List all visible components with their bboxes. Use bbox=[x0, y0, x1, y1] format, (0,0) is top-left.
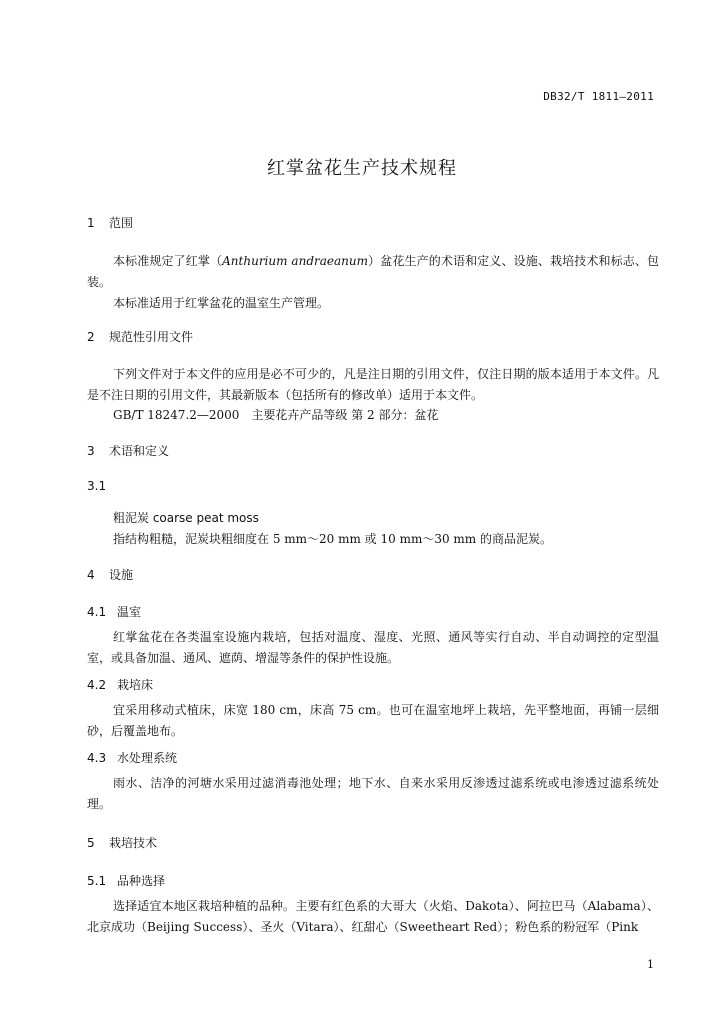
subsection-title: 水处理系统 bbox=[117, 751, 178, 765]
subsection-title: 栽培床 bbox=[117, 678, 154, 692]
subsection-3-1-number: 3.1 bbox=[87, 479, 107, 493]
subsection-number: 4.3 bbox=[87, 751, 107, 765]
subsection-number: 4.1 bbox=[87, 605, 107, 619]
section-number: 5 bbox=[87, 836, 95, 850]
page-number: 1 bbox=[647, 958, 654, 971]
subsection-4-3-heading bbox=[87, 749, 177, 766]
section-title: 设施 bbox=[109, 568, 134, 582]
section-1-paragraph-1 bbox=[87, 251, 659, 293]
term-definition: 指结构粗糙，泥炭块粗细度在 5 mm～20 mm 或 10 mm～30 mm 的商品泥炭。 bbox=[113, 532, 552, 546]
section-3-heading bbox=[87, 442, 169, 459]
normative-reference: GB/T 18247.2—2000 主要花卉产品等级 第 2 部分：盆花 bbox=[113, 408, 439, 422]
page-title: 红掌盆花生产技术规程 bbox=[267, 158, 457, 179]
section-number: 2 bbox=[87, 330, 95, 344]
section-2-heading bbox=[87, 328, 193, 345]
subsection-title: 温室 bbox=[117, 605, 142, 619]
section-number: 4 bbox=[87, 568, 95, 582]
subsection-4-2-paragraph: 宜采用移动式植床，床宽 180 cm，床高 75 cm。也可在温室地坪上栽培，先平整地面，再铺一层细砂，后覆盖地布。 bbox=[87, 703, 659, 738]
text-segment: ）盆花生产的术语和定义、设施、栽培技术和标志、包装。 bbox=[87, 254, 659, 289]
section-title: 范围 bbox=[109, 216, 134, 230]
section-number: 1 bbox=[87, 216, 95, 230]
section-1-paragraph-2: 本标准适用于红掌盆花的温室生产管理。 bbox=[113, 296, 330, 310]
subsection-number: 4.2 bbox=[87, 678, 107, 692]
section-2-paragraph-1: 下列文件对于本文件的应用是必不可少的，凡是注日期的引用文件，仅注日期的版本适用于本文件。凡是不注日期的引用文件，其最新版本（包括所有的修改单）适用于本文件。 bbox=[87, 367, 659, 402]
subsection-4-1-paragraph: 红掌盆花在各类温室设施内栽培，包括对温度、湿度、光照、通风等实行自动、半自动调控的定型温室，或具备加温、通风、遮荫、增湿等条件的保护性设施。 bbox=[87, 630, 659, 665]
section-title: 栽培技术 bbox=[109, 836, 158, 850]
subsection-5-1-heading bbox=[87, 872, 165, 889]
section-title: 规范性引用文件 bbox=[109, 330, 194, 344]
subsection-5-1-paragraph: 选择适宜本地区栽培种植的品种。主要有红色系的大哥大（火焰、Dakota）、阿拉巴马（Alabama）、北京成功（Beijing Success）、圣火（Vitara）、红甜心（Sweetheart Red）；粉色系的粉冠军（Pink bbox=[87, 899, 659, 934]
section-5-heading bbox=[87, 834, 157, 851]
section-title: 术语和定义 bbox=[109, 444, 170, 458]
latin-name: Anthurium andraeanum bbox=[222, 254, 368, 268]
subsection-number: 5.1 bbox=[87, 874, 107, 888]
section-4-heading bbox=[87, 566, 133, 583]
section-number: 3 bbox=[87, 444, 95, 458]
text-segment: 本标准规定了红掌（ bbox=[113, 254, 223, 268]
standard-code: DB32/T 1811—2011 bbox=[543, 90, 654, 103]
subsection-4-2-heading bbox=[87, 676, 153, 693]
subsection-title: 品种选择 bbox=[117, 874, 166, 888]
term-entry: 粗泥炭 coarse peat moss bbox=[113, 511, 259, 525]
subsection-4-3-paragraph: 雨水、洁净的河塘水采用过滤消毒池处理；地下水、自来水采用反渗透过滤系统或电渗透过滤系统处理。 bbox=[87, 776, 659, 811]
section-1-heading bbox=[87, 214, 133, 231]
subsection-4-1-heading bbox=[87, 603, 141, 620]
